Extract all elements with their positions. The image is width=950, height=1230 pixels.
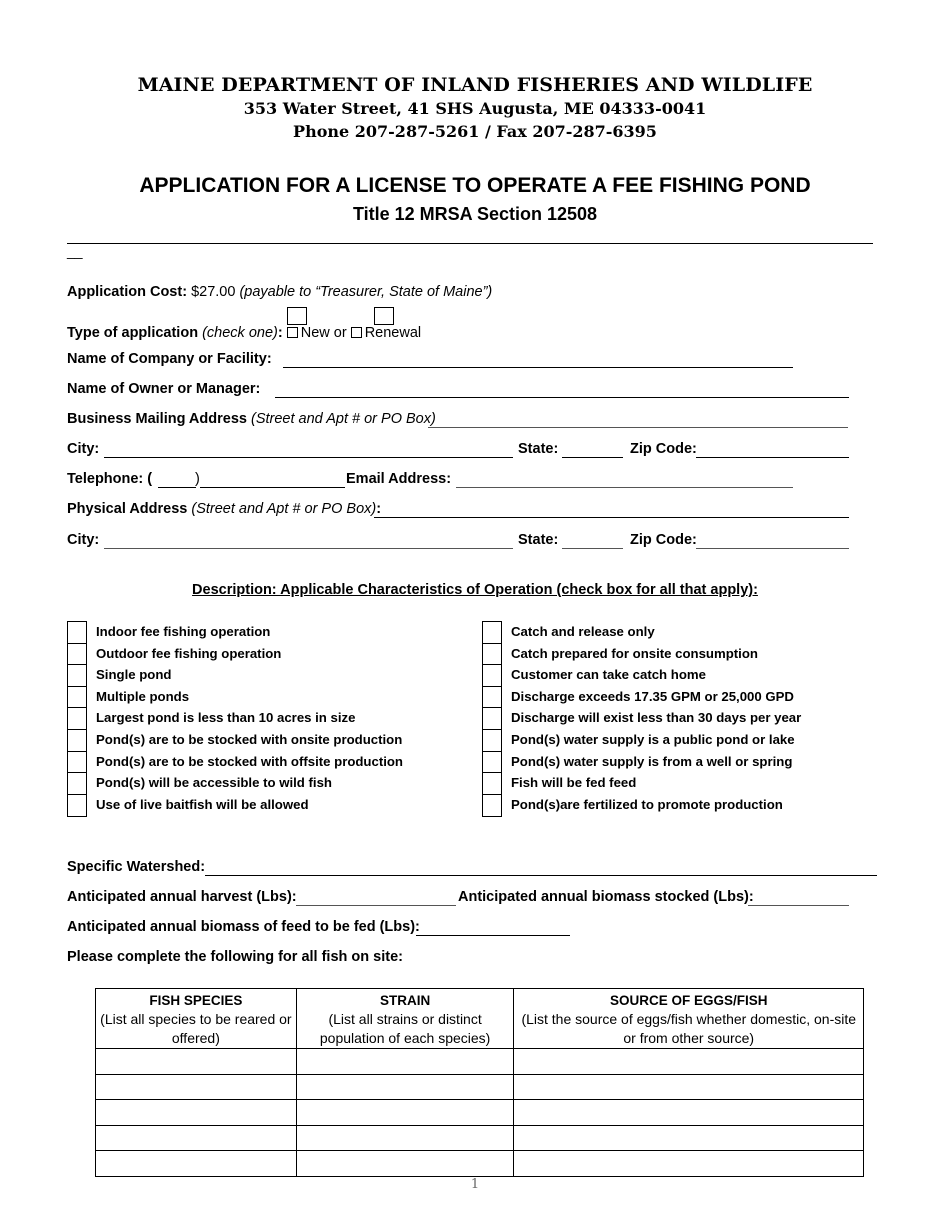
new-checkbox[interactable] xyxy=(287,307,307,325)
table-cell[interactable] xyxy=(514,1049,864,1075)
owner-field[interactable] xyxy=(275,397,849,398)
col-source xyxy=(514,989,864,1049)
mailing-field[interactable] xyxy=(428,427,848,428)
page-number: 1 xyxy=(470,1177,480,1192)
table-row xyxy=(96,1100,864,1126)
email-label: Email Address: xyxy=(346,471,452,487)
right-item-7: Pond(s) water supply is from a well or spring xyxy=(511,753,793,769)
city-label: City: xyxy=(67,441,100,457)
right-item-1: Catch and release only xyxy=(511,624,655,639)
renewal-option-box[interactable] xyxy=(351,327,362,338)
application-cost-label: Application Cost: xyxy=(67,284,188,300)
new-option-label: New xyxy=(300,325,330,341)
left-item-7: Pond(s) are to be stocked with offsite production xyxy=(96,753,403,769)
col-fish-species-note: (List all species to be reared or offered) xyxy=(100,1011,292,1046)
city2-field[interactable] xyxy=(104,548,513,549)
right-characteristics xyxy=(511,621,801,815)
col-source-note: (List the source of eggs/fish whether domestic, on-site or from other source) xyxy=(521,1011,857,1046)
table-row xyxy=(96,1151,864,1177)
table-row xyxy=(96,1049,864,1075)
telephone-label: Telephone: ( xyxy=(67,471,153,487)
renewal-checkbox[interactable] xyxy=(374,307,394,325)
feed-field[interactable] xyxy=(416,935,570,936)
fish-table-header xyxy=(96,989,864,1049)
physical-address xyxy=(67,501,381,517)
feed-label: Anticipated annual biomass of feed to be fed (Lbs): xyxy=(67,919,420,935)
table-cell[interactable] xyxy=(96,1049,297,1075)
left-checkbox-9[interactable] xyxy=(68,795,86,817)
right-item-2: Catch prepared for onsite consumption xyxy=(511,645,758,661)
left-item-5: Largest pond is less than 10 acres in size xyxy=(96,710,356,726)
col-source-title: SOURCE OF EGGS/FISH xyxy=(609,993,768,1008)
table-cell[interactable] xyxy=(514,1100,864,1126)
application-cost-note: (payable to “Treasurer, State of Maine”) xyxy=(239,284,493,300)
table-row xyxy=(96,1125,864,1151)
application-type-hint: (check one) xyxy=(202,325,278,341)
telephone-close-paren: ) xyxy=(195,471,200,487)
left-item-1: Indoor fee fishing operation xyxy=(96,624,271,639)
right-item-5: Discharge will exist less than 30 days per year xyxy=(511,710,802,726)
left-checkbox-1[interactable] xyxy=(68,622,86,644)
table-cell[interactable] xyxy=(296,1125,514,1151)
left-item-3: Single pond xyxy=(96,667,172,683)
left-checkbox-column xyxy=(67,621,87,817)
mailing-label: Business Mailing Address xyxy=(67,411,247,427)
left-item-9: Use of live baitfish will be allowed xyxy=(96,796,309,812)
col-strain-title: STRAIN xyxy=(379,993,431,1008)
harvest-label: Anticipated annual harvest (Lbs): xyxy=(67,889,297,905)
table-cell[interactable] xyxy=(296,1100,514,1126)
table-cell[interactable] xyxy=(514,1074,864,1100)
form-title: APPLICATION FOR A LICENSE TO OPERATE A FEE FISHING POND xyxy=(139,174,811,197)
table-cell[interactable] xyxy=(514,1125,864,1151)
right-item-3: Customer can take catch home xyxy=(511,667,706,683)
left-checkbox-2[interactable] xyxy=(68,644,86,666)
telephone-field[interactable] xyxy=(200,487,345,488)
table-row xyxy=(96,1074,864,1100)
right-checkbox-9[interactable] xyxy=(483,795,501,817)
watershed-label: Specific Watershed: xyxy=(67,859,206,875)
left-item-6: Pond(s) are to be stocked with onsite production xyxy=(96,731,403,747)
email-field[interactable] xyxy=(456,487,793,488)
renewal-option-label: Renewal xyxy=(364,325,422,341)
agency-address: 353 Water Street, 41 SHS Augusta, ME 04333-0041 xyxy=(243,99,707,118)
right-checkbox-7[interactable] xyxy=(483,752,501,774)
zip-label: Zip Code: xyxy=(630,441,697,457)
new-option-box[interactable] xyxy=(287,327,298,338)
application-cost xyxy=(67,284,492,300)
company-label: Name of Company or Facility: xyxy=(67,351,272,367)
right-checkbox-5[interactable] xyxy=(483,708,501,730)
right-checkbox-column xyxy=(482,621,502,817)
table-cell[interactable] xyxy=(96,1074,297,1100)
agency-name: MAINE DEPARTMENT OF INLAND FISHERIES AND WILDLIFE xyxy=(137,74,813,96)
city2-label: City: xyxy=(67,532,100,548)
right-checkbox-2[interactable] xyxy=(483,644,501,666)
right-item-4: Discharge exceeds 17.35 GPM or 25,000 GPD xyxy=(511,688,794,704)
zip-field[interactable] xyxy=(696,457,849,458)
stocked-label: Anticipated annual biomass stocked (Lbs): xyxy=(458,889,754,905)
left-item-4: Multiple ponds xyxy=(96,688,190,704)
fish-table xyxy=(95,988,864,1177)
header-separator xyxy=(67,243,873,244)
right-checkbox-8[interactable] xyxy=(483,773,501,795)
table-cell[interactable] xyxy=(296,1151,514,1177)
table-cell[interactable] xyxy=(96,1151,297,1177)
state-field[interactable] xyxy=(562,457,623,458)
application-type-colon: : xyxy=(277,325,283,341)
owner-label: Name of Owner or Manager: xyxy=(67,381,261,397)
table-cell[interactable] xyxy=(296,1074,514,1100)
application-type-new[interactable] xyxy=(287,325,330,341)
table-cell[interactable] xyxy=(296,1049,514,1075)
watershed-field[interactable] xyxy=(205,875,877,876)
left-checkbox-4[interactable] xyxy=(68,687,86,709)
left-item-8: Pond(s) will be accessible to wild fish xyxy=(96,775,332,791)
city-field[interactable] xyxy=(104,457,513,458)
application-cost-value: $27.00 xyxy=(191,284,236,300)
application-type xyxy=(67,325,421,341)
separator-tail: __ xyxy=(67,243,83,259)
right-item-6: Pond(s) water supply is a public pond or lake xyxy=(511,731,795,747)
telephone-area-field[interactable] xyxy=(158,487,196,488)
stocked-field[interactable] xyxy=(748,905,849,906)
complete-instruction: Please complete the following for all fish on site: xyxy=(67,949,403,965)
left-characteristics xyxy=(96,621,403,815)
right-checkbox-4[interactable] xyxy=(483,687,501,709)
right-checkbox-6[interactable] xyxy=(483,730,501,752)
left-checkbox-6[interactable] xyxy=(68,730,86,752)
col-fish-species-title: FISH SPECIES xyxy=(149,993,243,1008)
description-heading: Description: Applicable Characteristics of Operation (check box for all that apply): xyxy=(192,582,758,598)
col-strain-note: (List all strains or distinct population of each species) xyxy=(319,1011,491,1046)
table-cell[interactable] xyxy=(514,1151,864,1177)
right-item-8: Fish will be fed feed xyxy=(511,775,637,791)
agency-phone: Phone 207-287-5261 / Fax 207-287-6395 xyxy=(293,122,657,141)
left-checkbox-7[interactable] xyxy=(68,752,86,774)
physical-colon: : xyxy=(376,501,382,517)
physical-label: Physical Address xyxy=(67,501,188,517)
left-checkbox-5[interactable] xyxy=(68,708,86,730)
col-strain xyxy=(296,989,514,1049)
table-cell[interactable] xyxy=(96,1125,297,1151)
application-type-label: Type of application xyxy=(67,325,199,341)
left-checkbox-8[interactable] xyxy=(68,773,86,795)
company-field[interactable] xyxy=(283,367,793,368)
mailing-hint: (Street and Apt # or PO Box) xyxy=(251,411,436,427)
zip2-label: Zip Code: xyxy=(630,532,697,548)
state2-label: State: xyxy=(518,532,559,548)
form-statute: Title 12 MRSA Section 12508 xyxy=(352,204,598,224)
state2-field[interactable] xyxy=(562,548,623,549)
right-item-9: Pond(s)are fertilized to promote production xyxy=(511,796,783,812)
physical-field[interactable] xyxy=(374,517,849,518)
left-checkbox-3[interactable] xyxy=(68,665,86,687)
application-type-or: or xyxy=(333,325,347,341)
right-checkbox-1[interactable] xyxy=(483,622,501,644)
right-checkbox-3[interactable] xyxy=(483,665,501,687)
col-fish-species xyxy=(96,989,297,1049)
state-label: State: xyxy=(518,441,559,457)
physical-hint: (Street and Apt # or PO Box) xyxy=(191,501,377,517)
left-item-2: Outdoor fee fishing operation xyxy=(96,645,282,661)
harvest-field[interactable] xyxy=(296,905,456,906)
mailing-address xyxy=(67,411,436,427)
zip2-field[interactable] xyxy=(696,548,849,549)
application-type-renewal[interactable] xyxy=(351,325,421,341)
table-cell[interactable] xyxy=(96,1100,297,1126)
